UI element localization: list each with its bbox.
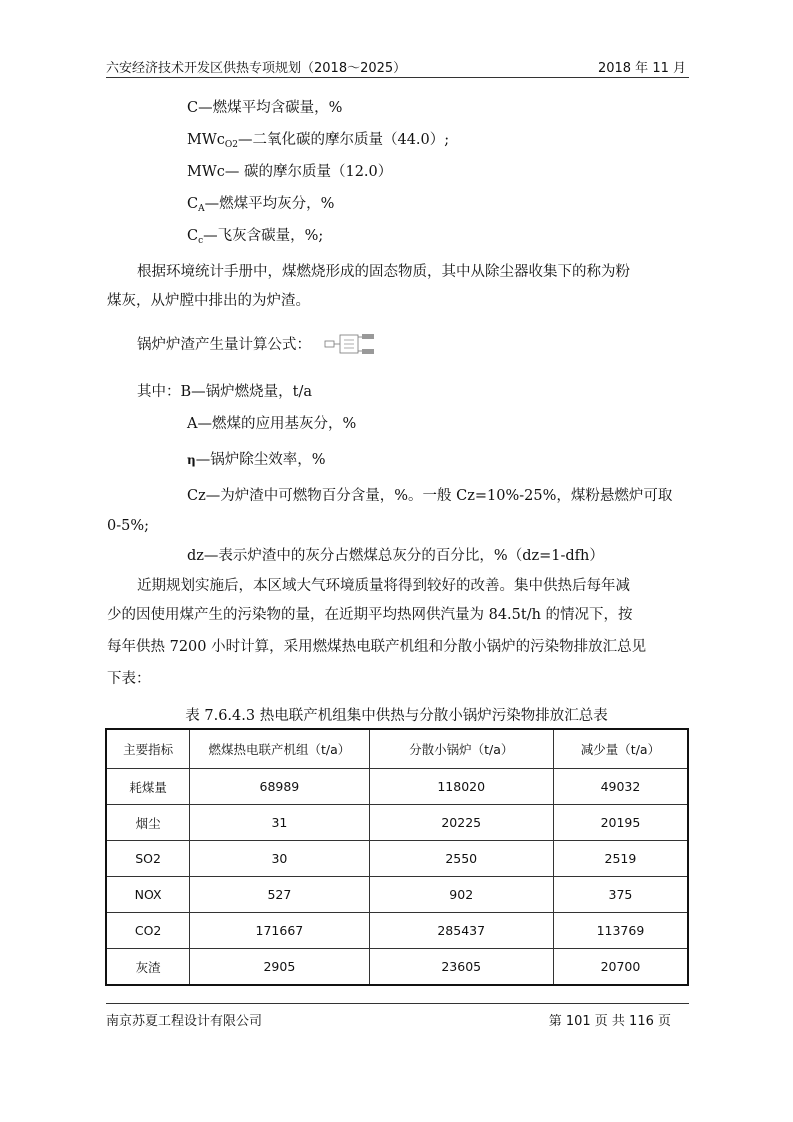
table-row (106, 769, 688, 805)
footer-page-number: 第 101 页 共 116 页 (548, 1014, 671, 1029)
cell-chp: 30 (190, 841, 369, 877)
def-mwc-main: MWc (187, 164, 225, 180)
cell-indicator: 灰渣 (106, 949, 190, 986)
cell-indicator: CO2 (106, 913, 190, 949)
where-eta-symbol: η (187, 453, 196, 467)
header-indicator: 主要指标 (106, 729, 190, 769)
where-cz-line2: 0-5%; (107, 518, 150, 534)
cell-chp: 68989 (190, 769, 369, 805)
def-cc-sub: c (198, 236, 204, 246)
cell-indicator: NOX (106, 877, 190, 913)
def-cc-main: C (187, 228, 199, 244)
header-title: 六安经济技术开发区供热专项规划（2018～2025） (106, 61, 407, 76)
header-date: 2018 年 11 月 (597, 61, 686, 76)
cell-boiler: 20225 (369, 805, 553, 841)
where-cz-line1: Cz—为炉渣中可燃物百分含量，%。一般 Cz=10%-25%，煤粉悬燃炉可取 (187, 488, 673, 504)
def-mwco2-main: MWc (187, 132, 225, 148)
table-row (106, 877, 688, 913)
def-ca-rest: —燃煤平均灰分，% (204, 196, 335, 212)
def-cc-rest: —飞灰含碳量，%; (203, 228, 324, 244)
header-chp: 燃煤热电联产机组（t/a） (190, 729, 369, 769)
formula-line (137, 333, 376, 355)
cell-boiler: 2550 (369, 841, 553, 877)
footer-rule (106, 1003, 689, 1004)
cell-chp: 171667 (190, 913, 369, 949)
cell-reduction: 49032 (553, 769, 688, 805)
cell-chp: 2905 (190, 949, 369, 986)
where-eta (187, 450, 326, 470)
def-cc (187, 226, 323, 251)
table-header-row (106, 729, 688, 769)
formula-label: 锅炉炉渣产生量计算公式： (137, 337, 311, 353)
cell-reduction: 20700 (553, 949, 688, 986)
para2-line2: 少的因使用煤产生的污染物的量，在近期平均热网供汽量为 84.5t/h 的情况下，按 (107, 607, 633, 623)
cell-boiler: 902 (369, 877, 553, 913)
def-mwc (187, 162, 392, 182)
where-b: 其中：B—锅炉燃烧量，t/a (137, 384, 313, 400)
table-row (106, 841, 688, 877)
where-eta-rest: —锅炉除尘效率，% (195, 452, 326, 468)
def-ca (187, 194, 334, 219)
table-caption: 表 7.6.4.3 热电联产机组集中供热与分散小锅炉污染物排放汇总表 (185, 708, 608, 724)
def-ca-sub: A (198, 204, 205, 214)
para2-line4: 下表： (107, 671, 151, 687)
where-dz: dz—表示炉渣中的灰分占燃煤总灰分的百分比，%（dz=1-dfh） (187, 548, 604, 564)
def-c: C—燃煤平均含碳量，% (187, 100, 343, 116)
cell-boiler: 285437 (369, 913, 553, 949)
table-row (106, 949, 688, 986)
where-a: A—燃煤的应用基灰分，% (187, 416, 357, 432)
page-header (106, 55, 686, 77)
cell-reduction: 20195 (553, 805, 688, 841)
def-mwco2-sub: O2 (224, 140, 238, 150)
cell-reduction: 375 (553, 877, 688, 913)
header-reduction: 减少量（t/a） (553, 729, 688, 769)
cell-boiler: 23605 (369, 949, 553, 986)
para1-line1: 根据环境统计手册中，煤燃烧形成的固态物质，其中从除尘器收集下的称为粉 (137, 264, 630, 280)
cell-indicator: SO2 (106, 841, 190, 877)
def-mwco2-rest: —二氧化碳的摩尔质量（44.0）; (237, 132, 450, 148)
table-row (106, 913, 688, 949)
footer-company: 南京苏夏工程设计有限公司 (106, 1014, 263, 1029)
cell-reduction: 2519 (553, 841, 688, 877)
page-footer (106, 1010, 671, 1032)
header-rule (106, 77, 689, 78)
cell-boiler: 118020 (369, 769, 553, 805)
cell-chp: 527 (190, 877, 369, 913)
cell-indicator: 烟尘 (106, 805, 190, 841)
cell-indicator: 耗煤量 (106, 769, 190, 805)
def-ca-main: C (187, 196, 199, 212)
para1-line2: 煤灰，从炉膛中排出的为炉渣。 (107, 293, 310, 309)
para2-line3: 每年供热 7200 小时计算，采用燃煤热电联产机组和分散小锅炉的污染物排放汇总见 (107, 639, 647, 655)
cell-chp: 31 (190, 805, 369, 841)
header-boiler: 分散小锅炉（t/a） (369, 729, 553, 769)
emission-table (105, 728, 689, 986)
formula-image (324, 333, 376, 355)
cell-reduction: 113769 (553, 913, 688, 949)
def-mwco2 (187, 130, 449, 155)
def-mwc-rest: — 碳的摩尔质量（12.0） (224, 164, 393, 180)
para2-line1: 近期规划实施后，本区域大气环境质量将得到较好的改善。集中供热后每年减 (137, 578, 630, 594)
table-row (106, 805, 688, 841)
